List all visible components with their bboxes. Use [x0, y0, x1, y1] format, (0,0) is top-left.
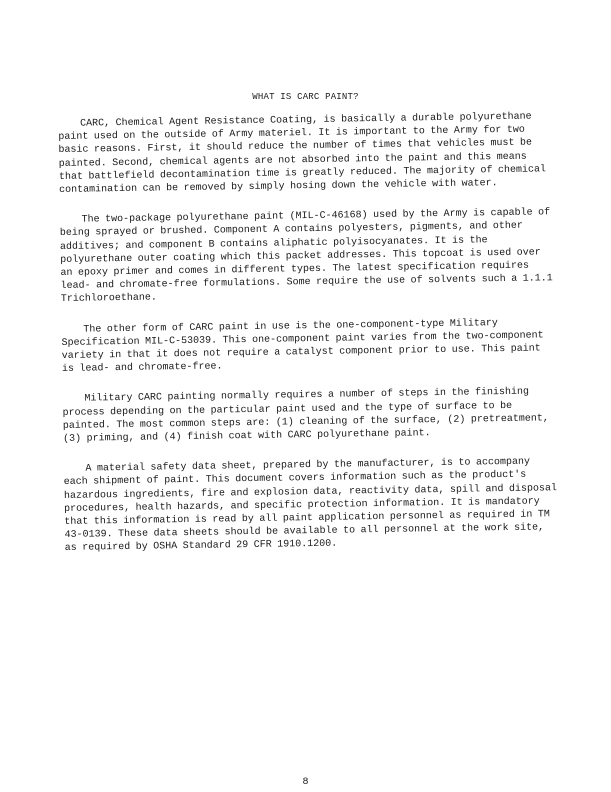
document-body — [58, 110, 560, 572]
page-number: 8 — [302, 777, 309, 788]
paragraph-painting-steps: Military CARC painting normally requires a number of steps in the finishing process depending on the particular paint used and the type of surface to be painted. The most common steps are: (1) cleaning of the surface, (2) pretreatment, (3) priming, and (4) finish coat with CARC polyurethane paint. — [62, 387, 549, 446]
page-title: WHAT IS CARC PAINT? — [252, 92, 359, 102]
paragraph-one-component-paint: The other form of CARC paint in use is the one-component-type Military Specification MIL-C-53039. This one-component paint varies from the two-component variety in that it does not require a catalyst component prior to use. This paint is lead- and chromate-free. — [61, 317, 544, 376]
paragraph-safety-data-sheet: A material safety data sheet, prepared by the manufacturer, is to accompany each shipment of paint. This document covers information such as the product's hazardous ingredients, fire and explosion data, reactivity data, spill and disposal procedures, health hazards, and specific protection information. It is mandatory that this information is read by all paint application personnel as required in TM 43-0139. These data sheets should be available to all personnel at the work site, as required by OSHA Standard 29 CFR 1910.1200. — [63, 456, 558, 555]
paragraph-carc-definition: CARC, Chemical Agent Resistance Coating, is basically a durable polyurethane paint used on the outside of Army materiel. It is important to the Army for two basic reasons. First, it should reduce the number of times that vehicles must be painted. Second, chemical agents are not absorbed into the paint and this means that battlefield decontamination time is greatly reduced. The majority of chemical contamination can be removed by simply hosing down the vehicle with water. — [58, 111, 547, 197]
paragraph-two-package-paint: The two-package polyurethane paint (MIL-C-46168) used by the Army is capable of being sprayed or brushed. Component A contains polyesters, pigments, and other additives; and component B contains aliphatic polyisocyanates. It is the polyurethane outer coating which this packet addresses. This topcoat is used over an epoxy primer and comes in different types. The latest specification requires lead- and chromate-free formulations. Some require the use of solvents such a 1.1.1 Trichloroethane. — [59, 207, 553, 306]
